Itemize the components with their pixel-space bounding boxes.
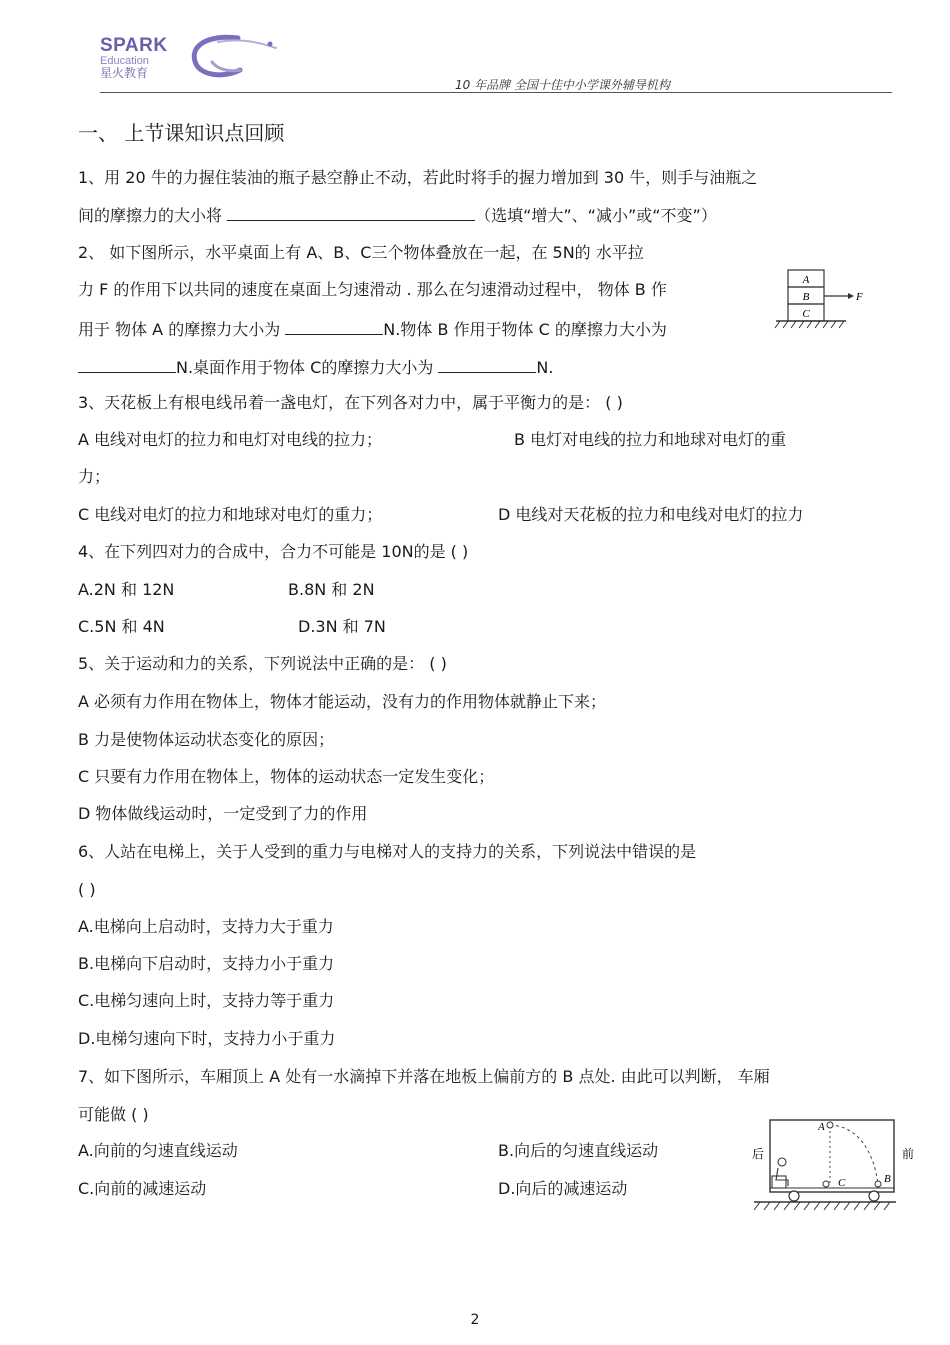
q3-option-b-cont: 力； bbox=[78, 467, 111, 486]
q6-stem: 6、人站在电梯上，关于人受到的重力与电梯对人的支持力的关系，下列说法中错误的是 bbox=[78, 842, 697, 861]
label-b: B bbox=[884, 1173, 891, 1185]
q2-line1: 2、 如下图所示，水平桌面上有 A、B、C三个物体叠放在一起，在 5N的 水平拉 bbox=[78, 243, 644, 262]
q3-option-a: A 电线对电灯的拉力和电灯对电线的拉力； bbox=[78, 430, 383, 449]
back-label: 后 bbox=[752, 1147, 765, 1161]
q4-option-a: A.2N 和 12N bbox=[78, 580, 175, 599]
q4-option-c: C.5N 和 4N bbox=[78, 617, 165, 636]
front-label: 前 bbox=[902, 1147, 915, 1161]
carriage-figure bbox=[748, 1116, 920, 1218]
q5-stem: 5、关于运动和力的关系，下列说法中正确的是： ( ) bbox=[78, 654, 447, 673]
q2-line2: 力 F 的作用下以共同的速度在桌面上匀速滑动 . 那么在匀速滑动过程中， 物体 B 作 bbox=[78, 280, 667, 299]
q7-option-a: A.向前的匀速直线运动 bbox=[78, 1141, 238, 1160]
q7-stem: 7、如下图所示，车厢顶上 A 处有一水滴掉下并落在地板上偏前方的 B 点处. 由此可以判断， 车厢 bbox=[78, 1067, 770, 1086]
q2-line3: 用于 物体 A 的摩擦力大小为 N.物体 B 作用于物体 C 的摩擦力大小为 bbox=[78, 320, 667, 339]
label-c: C bbox=[838, 1177, 846, 1189]
front-wheel-icon bbox=[869, 1191, 879, 1201]
q5-option-d: D 物体做线运动时，一定受到了力的作用 bbox=[78, 804, 368, 823]
q5-option-c: C 只要有力作用在物体上，物体的运动状态一定发生变化； bbox=[78, 767, 495, 786]
drop-point-a bbox=[827, 1122, 833, 1128]
q6-option-b: B.电梯向下启动时，支持力小于重力 bbox=[78, 954, 335, 973]
q1-line2: 间的摩擦力的大小将 （选填“增大”、“减小”或“不变”） bbox=[78, 206, 717, 225]
header-divider bbox=[100, 92, 892, 93]
q3-option-d: D 电线对天花板的拉力和电线对电灯的拉力 bbox=[498, 505, 804, 524]
q2-blank-1[interactable] bbox=[285, 318, 383, 335]
q7-option-d: D.向后的减速运动 bbox=[498, 1179, 628, 1198]
logo-subtitle: Education bbox=[100, 55, 149, 67]
q6-option-a: A.电梯向上启动时，支持力大于重力 bbox=[78, 917, 334, 936]
q2-blank-2[interactable] bbox=[78, 356, 176, 373]
drop-trajectory bbox=[830, 1125, 878, 1184]
logo-chinese-name: 星火教育 bbox=[100, 66, 149, 80]
logo-swirl-icon bbox=[178, 32, 288, 82]
q7-option-c: C.向前的减速运动 bbox=[78, 1179, 207, 1198]
q4-option-d: D.3N 和 7N bbox=[298, 617, 386, 636]
q1-line1: 1、用 20 牛的力握住装油的瓶子悬空静止不动，若此时将手的握力增加到 30 牛，则手与油瓶之 bbox=[78, 168, 758, 187]
q6-option-c: C.电梯匀速向上时，支持力等于重力 bbox=[78, 991, 335, 1010]
q3-option-b: B 电灯对电线的拉力和地球对电灯的重 bbox=[514, 430, 787, 449]
label-a: A bbox=[818, 1121, 825, 1133]
logo-title: SPARK bbox=[100, 35, 168, 56]
header-slogan: 10 年品牌 全国十佳中小学课外辅导机构 bbox=[455, 78, 670, 92]
arrow-head-icon bbox=[848, 293, 854, 299]
stacked-blocks-figure bbox=[772, 266, 868, 338]
seated-passenger bbox=[772, 1158, 788, 1188]
rear-wheel-icon bbox=[789, 1191, 799, 1201]
q5-option-b: B 力是使物体运动状态变化的原因； bbox=[78, 730, 335, 749]
q4-stem: 4、在下列四对力的合成中，合力不可能是 10N的是 ( ) bbox=[78, 542, 469, 561]
q5-option-a: A 必须有力作用在物体上，物体才能运动，没有力的作用物体就静止下来； bbox=[78, 692, 607, 711]
q6-option-d: D.电梯匀速向下时，支持力小于重力 bbox=[78, 1029, 336, 1048]
point-b-marker bbox=[875, 1181, 881, 1187]
block-b-label: B bbox=[802, 291, 810, 303]
q2-blank-3[interactable] bbox=[438, 356, 536, 373]
track-hatching bbox=[754, 1202, 890, 1210]
block-c-label: C bbox=[802, 308, 810, 320]
section-title: 一、 上节课知识点回顾 bbox=[78, 121, 285, 145]
q3-option-c: C 电线对电灯的拉力和地球对电灯的重力； bbox=[78, 505, 383, 524]
ground-hatching bbox=[775, 321, 844, 328]
carriage-body bbox=[770, 1120, 894, 1192]
q4-option-b: B.8N 和 2N bbox=[288, 580, 375, 599]
q7-stem-cont: 可能做 ( ) bbox=[78, 1105, 149, 1124]
q6-answer-paren: ( ) bbox=[78, 880, 96, 899]
spark-logo bbox=[100, 36, 290, 94]
page-number: 2 bbox=[470, 1312, 480, 1328]
q3-stem: 3、天花板上有根电线吊着一盏电灯，在下列各对力中，属于平衡力的是： ( ) bbox=[78, 393, 623, 412]
q1-answer-blank[interactable] bbox=[227, 204, 475, 221]
block-a-label: A bbox=[802, 274, 810, 286]
q2-line4: N.桌面作用于物体 C的摩擦力大小为 N. bbox=[78, 356, 553, 378]
q7-option-b: B.向后的匀速直线运动 bbox=[498, 1141, 659, 1160]
point-c-marker bbox=[823, 1181, 829, 1187]
force-label: F bbox=[856, 291, 863, 303]
